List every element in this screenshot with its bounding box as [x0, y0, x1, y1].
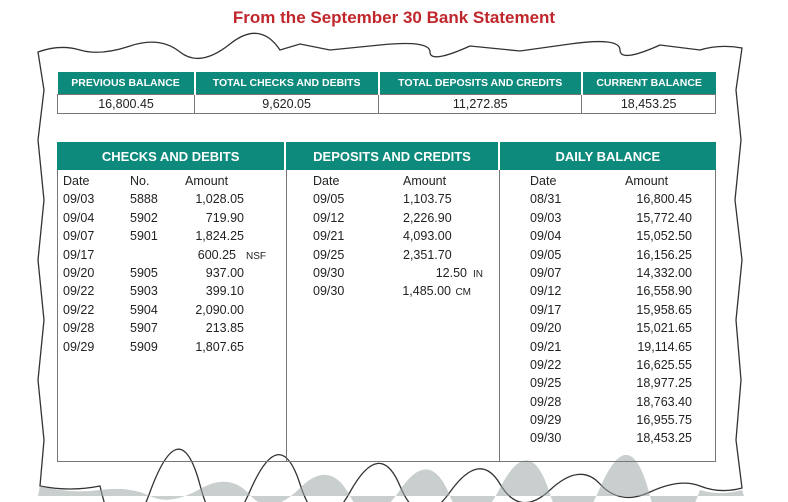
daily-date: 09/12: [530, 284, 562, 299]
check-amount: 1,028.05: [195, 192, 244, 207]
check-row: [58, 209, 286, 227]
deposit-row: [287, 246, 499, 264]
checks-date-header: Date: [63, 174, 90, 188]
deposit-amount: 12.50: [435, 265, 467, 280]
daily-balance-row: [500, 227, 717, 245]
total-deposits-header: TOTAL DEPOSITS AND CREDITS: [379, 72, 582, 95]
check-date: 09/22: [63, 302, 95, 317]
checks-column-headers: [58, 172, 286, 190]
daily-date: 09/21: [530, 339, 562, 354]
daily-balance-row: [500, 393, 717, 411]
daily-balance-row: [500, 264, 717, 282]
checks-no-header: No.: [130, 174, 150, 188]
daily-balance-row: [500, 301, 717, 319]
daily-amount: 16,625.55: [636, 357, 692, 372]
deposit-amount: 4,093.00: [403, 229, 452, 244]
daily-date-header: Date: [530, 174, 557, 188]
deposit-code: IN: [473, 268, 483, 280]
daily-amount: 19,114.65: [637, 339, 692, 354]
previous-balance-header: PREVIOUS BALANCE: [58, 72, 195, 95]
check-number: 5901: [130, 229, 158, 244]
check-number: 5902: [130, 210, 158, 225]
deposits-column: [287, 172, 499, 301]
daily-balance-row: [500, 411, 717, 429]
check-date: 09/28: [63, 321, 95, 336]
daily-balance-row: [500, 246, 717, 264]
deposit-amount: 1,485.00: [402, 284, 451, 299]
check-amount: 719.90: [205, 210, 244, 225]
current-balance-value: 18,453.25: [582, 95, 716, 114]
deposit-row: [287, 282, 499, 300]
daily-section-header: DAILY BALANCE: [500, 142, 716, 170]
deposit-row: [287, 264, 499, 282]
deposit-amount: 2,226.90: [403, 210, 452, 225]
check-number: 5903: [130, 284, 158, 299]
daily-amount: 18,453.25: [636, 431, 692, 446]
check-date: 09/17: [63, 247, 95, 262]
deposit-date: 09/30: [313, 284, 345, 299]
check-date: 09/03: [63, 192, 95, 207]
deposits-date-header: Date: [313, 174, 340, 188]
total-deposits-value: 11,272.85: [379, 95, 582, 114]
checks-section-header: CHECKS AND DEBITS: [57, 142, 284, 170]
check-amount: 1,807.65: [195, 339, 244, 354]
daily-date: 09/22: [530, 357, 562, 372]
deposit-date: 09/12: [313, 210, 345, 225]
previous-balance-value: 16,800.45: [58, 95, 195, 114]
daily-amount: 15,958.65: [636, 302, 692, 317]
balance-summary-table: [57, 72, 716, 114]
daily-date: 09/03: [530, 210, 562, 225]
daily-amount: 16,156.25: [636, 247, 692, 262]
check-number: 5888: [130, 192, 158, 207]
daily-balance-column: [500, 172, 717, 448]
check-number: 5905: [130, 265, 158, 280]
check-amount: 2,090.00: [195, 302, 244, 317]
deposit-code: CM: [455, 287, 471, 299]
daily-date: 09/20: [530, 321, 562, 336]
daily-balance-row: [500, 209, 717, 227]
deposit-amount: 2,351.70: [403, 247, 452, 262]
section-headers: [57, 142, 716, 170]
check-date: 09/20: [63, 265, 95, 280]
check-date: 09/04: [63, 210, 95, 225]
deposits-section-header: DEPOSITS AND CREDITS: [286, 142, 497, 170]
daily-date: 08/31: [530, 192, 562, 207]
check-row: [58, 246, 286, 264]
daily-date: 09/07: [530, 265, 562, 280]
check-date: 09/29: [63, 339, 95, 354]
daily-date: 09/25: [530, 376, 562, 391]
deposit-amount: 1,103.75: [403, 192, 452, 207]
deposits-amount-header: Amount: [403, 174, 447, 188]
check-date: 09/22: [63, 284, 95, 299]
daily-amount: 16,955.75: [636, 413, 692, 428]
daily-amount: 16,800.45: [636, 192, 692, 207]
daily-balance-row: [500, 282, 717, 300]
daily-amount: 15,052.50: [636, 229, 692, 244]
check-amount: 937.00: [205, 265, 244, 280]
check-number: 5904: [130, 302, 158, 317]
daily-balance-row: [500, 190, 717, 208]
daily-date: 09/05: [530, 247, 562, 262]
daily-balance-row: [500, 374, 717, 392]
daily-amount: 15,021.65: [636, 321, 692, 336]
daily-date: 09/28: [530, 394, 562, 409]
deposit-date: 09/05: [313, 192, 345, 207]
check-row: [58, 301, 286, 319]
check-date: 09/07: [63, 229, 95, 244]
check-row: [58, 190, 286, 208]
check-amount: 399.10: [205, 284, 244, 299]
deposits-column-headers: [287, 172, 499, 190]
daily-balance-row: [500, 319, 717, 337]
check-code: NSF: [246, 250, 266, 262]
check-row: [58, 282, 286, 300]
deposit-date: 09/30: [313, 265, 345, 280]
deposit-date: 09/21: [313, 229, 345, 244]
deposit-row: [287, 227, 499, 245]
current-balance-header: CURRENT BALANCE: [582, 72, 716, 95]
total-checks-header: TOTAL CHECKS AND DEBITS: [195, 72, 379, 95]
deposit-row: [287, 190, 499, 208]
total-checks-value: 9,620.05: [195, 95, 379, 114]
daily-amount: 18,763.40: [636, 394, 692, 409]
check-number: 5907: [130, 321, 158, 336]
daily-date: 09/30: [530, 431, 562, 446]
daily-column-headers: [500, 172, 717, 190]
check-row: [58, 338, 286, 356]
deposit-date: 09/25: [313, 247, 345, 262]
transaction-columns: [57, 170, 716, 462]
daily-amount: 16,558.90: [636, 284, 692, 299]
checks-column: [58, 172, 286, 356]
check-amount: 1,824.25: [195, 229, 244, 244]
daily-balance-row: [500, 338, 717, 356]
daily-amount: 15,772.40: [636, 210, 692, 225]
statement-title: From the September 30 Bank Statement: [232, 8, 556, 27]
daily-amount: 18,977.25: [636, 376, 692, 391]
daily-date: 09/17: [530, 302, 562, 317]
check-row: [58, 264, 286, 282]
daily-amount-header: Amount: [625, 174, 669, 188]
check-number: 5909: [130, 339, 158, 354]
check-row: [58, 319, 286, 337]
deposit-row: [287, 209, 499, 227]
daily-amount: 14,332.00: [636, 265, 692, 280]
checks-amount-header: Amount: [185, 174, 229, 188]
daily-date: 09/29: [530, 413, 562, 428]
daily-balance-row: [500, 356, 717, 374]
daily-date: 09/04: [530, 229, 562, 244]
check-amount: 600.25: [197, 247, 236, 262]
daily-balance-row: [500, 429, 717, 447]
check-row: [58, 227, 286, 245]
check-amount: 213.85: [205, 321, 244, 336]
